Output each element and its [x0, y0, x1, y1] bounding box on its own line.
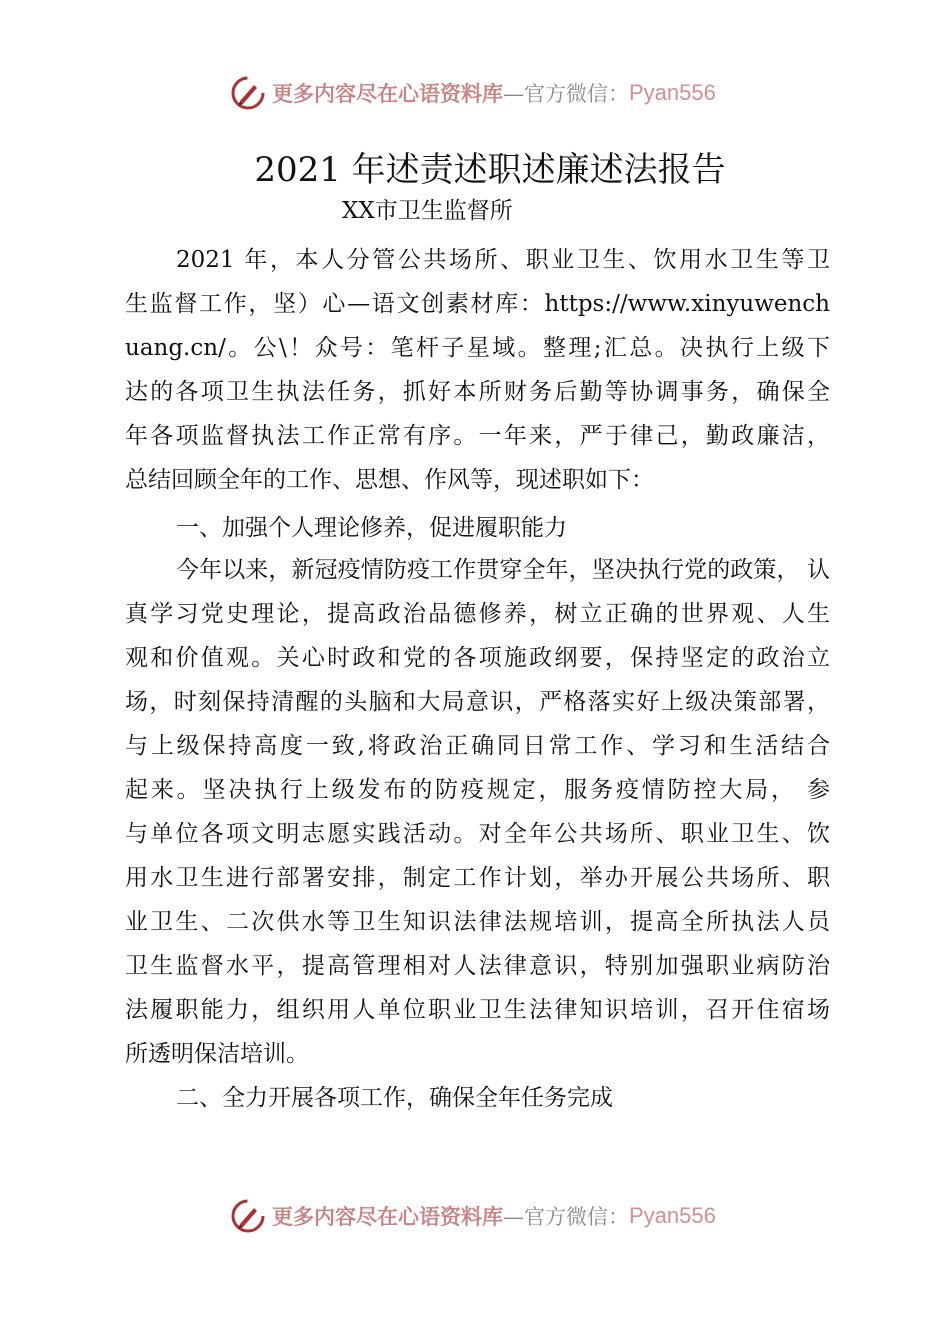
body-text-line: 年各项监督执法工作正常有序。一年来，严于律己，勤政廉洁，: [125, 423, 830, 449]
body-text-line: 生监督工作，坚）心—语文创素材库：https://www.xinyuwench: [125, 291, 830, 317]
watermark-label: —官方微信：: [503, 1205, 629, 1229]
body-text-line: 用水卫生进行部署安排，制定工作计划，举办开展公共场所、职: [125, 865, 830, 891]
pen-logo-icon: [230, 1198, 266, 1234]
body-text-line: 今年以来，新冠疫情防疫工作贯穿全年，坚决执行党的政策， 认: [176, 557, 830, 583]
watermark-label: —官方微信：: [503, 82, 629, 106]
body-text-line: 业卫生、二次供水等卫生知识法律法规培训，提高全所执法人员: [125, 909, 830, 935]
body-text-line: 起来。坚决执行上级发布的防疫规定，服务疫情防控大局， 参: [125, 777, 830, 803]
document-subtitle: XX市卫生监督所: [342, 198, 513, 224]
body-text-line: 总结回顾全年的工作、思想、作风等，现述职如下：: [125, 467, 654, 493]
watermark-footer: [230, 1196, 716, 1236]
body-text-line: 2021 年，本人分管公共场所、职业卫生、饮用水卫生等卫: [176, 247, 830, 273]
document-title: 2021 年述责述职述廉述法报告: [254, 150, 726, 190]
watermark-wechat-id: Pyan556: [629, 80, 716, 105]
body-text-line: 卫生监督水平，提高管理相对人法律意识，特别加强职业病防治: [125, 953, 830, 979]
body-text-line: 与单位各项文明志愿实践活动。对全年公共场所、职业卫生、饮: [125, 821, 830, 847]
section-heading: 一、加强个人理论修养，促进履职能力: [176, 515, 567, 541]
body-text-line: 与上级保持高度一致,将政治正确同日常工作、学习和生活结合: [125, 733, 830, 759]
body-text-line: 所透明保洁培训。: [125, 1041, 309, 1067]
watermark-wechat-id: Pyan556: [629, 1203, 716, 1228]
pen-logo-icon: [230, 75, 266, 111]
section-heading: 二、全力开展各项工作，确保全年任务完成: [176, 1085, 613, 1111]
body-text-line: 真学习党史理论，提高政治品德修养，树立正确的世界观、人生: [125, 601, 830, 627]
watermark-text: 更多内容尽在心语资料库: [272, 81, 503, 106]
body-text-line: 场，时刻保持清醒的头脑和大局意识，严格落实好上级决策部署，: [125, 689, 830, 715]
body-text-line: 观和价值观。关心时政和党的各项施政纲要，保持坚定的政治立: [125, 645, 830, 671]
watermark-text: 更多内容尽在心语资料库: [272, 1204, 503, 1229]
body-text-line: 达的各项卫生执法任务，抓好本所财务后勤等协调事务，确保全: [125, 379, 830, 405]
body-text-line: 法履职能力，组织用人单位职业卫生法律知识培训，召开住宿场: [125, 997, 830, 1023]
watermark-header: [230, 73, 716, 113]
body-text-line: uang.cn/。公\！众号：笔杆子星域。整理;汇总。决执行上级下: [125, 335, 830, 361]
